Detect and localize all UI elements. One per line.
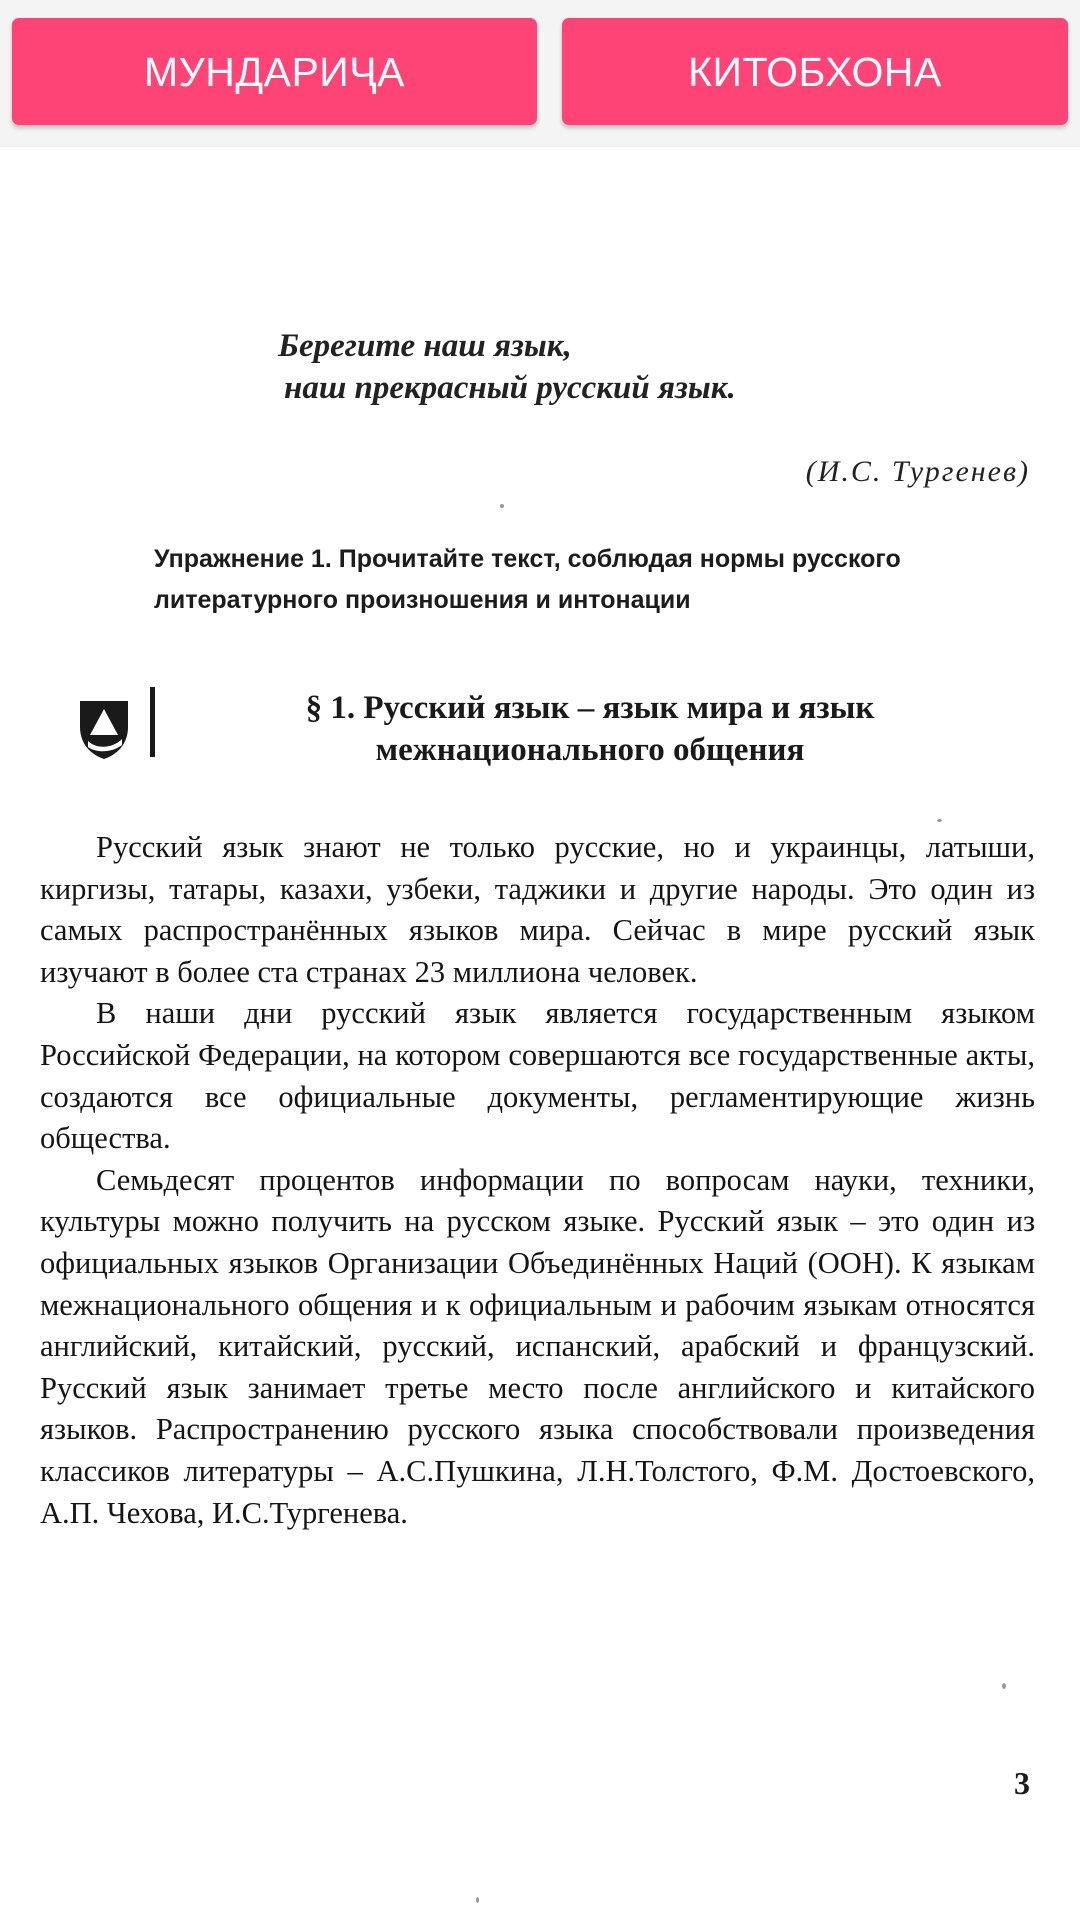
paragraph: В наши дни русский язык является государственным языком Российской Федерации, на котором совершаются все государственные акты, создаются все официальные документы, регламентирующие жизнь общества. (40, 996, 1035, 1156)
scan-speck (476, 1897, 479, 1903)
contents-button[interactable]: МУНДАРИҶА (12, 18, 537, 125)
exercise-instruction (154, 539, 1034, 621)
epigraph-line-1: Берегите наш язык, (278, 328, 572, 364)
section-divider (150, 687, 155, 757)
scan-speck (500, 504, 504, 508)
body-text (40, 827, 1035, 1534)
section-title-line-1: § 1. Русский язык – язык мира и язык (305, 690, 875, 726)
paragraph: Семьдесят процентов информации по вопросам науки, техники, культуры можно получить на русском языке. Русский язык – это один из официальных языков Организации Объединённых Наций (ООН). К языкам межнационального общения и к официальным и рабочим языкам относятся английский, китайский, русский, испанский, арабский и французский. Русский язык занимает третье место после английского и китайского языков. Распространению русского языка способствовали произведения классиков литературы – А.С.Пушкина, Л.Н.Толстого, Ф.М. Достоевского, А.П. Чехова, И.С.Тургенева. (40, 1162, 1035, 1530)
epigraph (278, 325, 736, 409)
top-app-bar (0, 0, 1080, 147)
section-title (190, 687, 990, 771)
shield-icon (76, 697, 132, 761)
exercise-label: Упражнение 1. (154, 545, 332, 573)
page-number: 3 (1014, 1765, 1030, 1801)
epigraph-line-2: наш прекрасный русский язык. (284, 370, 736, 406)
paragraph: Русский язык знают не только русские, но и украинцы, латыши, киргизы, татары, казахи, узбеки, таджики и другие народы. Это один из самых распространённых языков мира. Сейчас в мире русский язык изучают в более ста странах 23 миллиона человек. (40, 830, 1035, 989)
exercise-text: Прочитайте текст, соблюдая нормы русского литературного произношения и интонации (154, 545, 901, 614)
scan-speck (1002, 1683, 1006, 1689)
epigraph-author: (И.С. Тургенев) (805, 455, 1030, 488)
library-button[interactable]: КИТОБХОНА (562, 18, 1068, 125)
scan-speck (937, 819, 942, 822)
section-heading (70, 687, 1030, 797)
book-page (0, 147, 1080, 1920)
section-title-line-2: межнационального общения (375, 732, 805, 768)
